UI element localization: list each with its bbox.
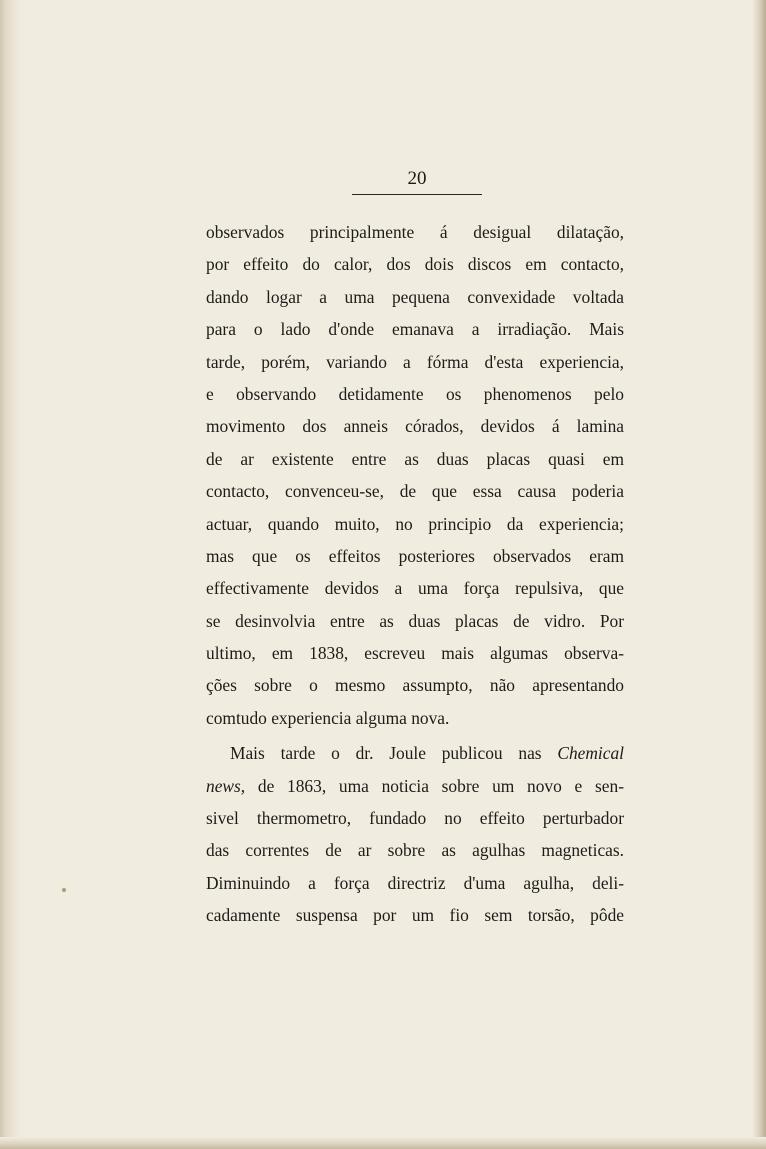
text-line: effectivamente devidos a uma força repulsiva, que xyxy=(206,578,624,599)
text-line: dando logar a uma pequena convexidade voltada xyxy=(206,286,624,307)
text-line: para o lado d'onde emanava a irradiação. Mais xyxy=(206,319,624,340)
text-run: Mais tarde o dr. Joule publicou nas xyxy=(230,743,558,764)
paper-speck xyxy=(62,888,66,892)
text-line: ultimo, em 1838, escreveu mais algumas observa- xyxy=(206,643,624,664)
italic-title: Chemical xyxy=(557,743,624,764)
text-line: das correntes de ar sobre as agulhas magneticas. xyxy=(206,840,624,861)
text-line: contacto, convenceu-se, de que essa causa poderia xyxy=(206,481,624,502)
page-right-edge xyxy=(752,0,766,1149)
page-left-edge xyxy=(0,0,22,1149)
text-line: e observando detidamente os phenomenos pelo xyxy=(206,383,624,404)
body-text xyxy=(206,216,624,932)
text-line: actuar, quando muito, no principio da experiencia; xyxy=(206,513,624,534)
text-line: cadamente suspensa por um fio sem torsão, pôde xyxy=(206,905,624,926)
text-run: de 1863, uma noticia sobre um novo e sen- xyxy=(245,775,624,796)
paragraph xyxy=(206,737,624,931)
page-bottom-edge xyxy=(0,1137,766,1149)
text-line: observados principalmente á desigual dilatação, xyxy=(206,222,624,242)
text-line: tarde, porém, variando a fórma d'esta experiencia, xyxy=(206,351,624,372)
text-line: por effeito do calor, dos dois discos em contacto, xyxy=(206,254,624,275)
text-line xyxy=(206,737,624,769)
text-line: comtudo experiencia alguma nova. xyxy=(206,707,450,728)
text-line: mas que os effeitos posteriores observados eram xyxy=(206,545,624,566)
text-line: Diminuindo a força directriz d'uma agulha, deli- xyxy=(206,872,624,893)
page-number: 20 xyxy=(407,168,427,189)
text-line: se desinvolvia entre as duas placas de vidro. Por xyxy=(206,610,624,631)
text-line: de ar existente entre as duas placas quasi em xyxy=(206,448,624,469)
text-line: movimento dos anneis córados, devidos á lamina xyxy=(206,416,624,437)
paragraph xyxy=(206,216,624,734)
text-line: ções sobre o mesmo assumpto, não apresentando xyxy=(206,675,624,696)
italic-title: news, xyxy=(206,775,246,796)
text-line xyxy=(206,770,624,802)
page-number-rule xyxy=(352,194,482,195)
text-line: sivel thermometro, fundado no effeito perturbador xyxy=(206,808,624,829)
